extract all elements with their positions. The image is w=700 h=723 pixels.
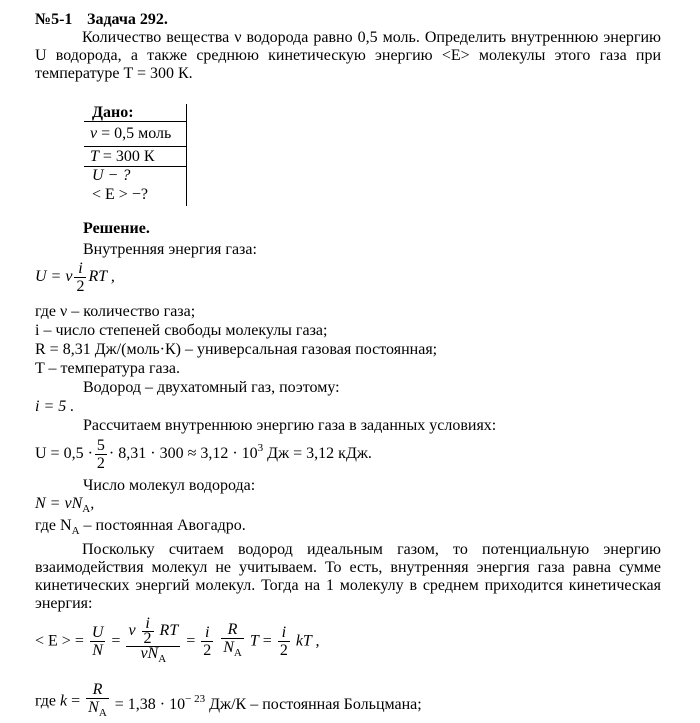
problem-line-2: U водорода, а также среднюю кинетическую энергию <E> молекулы этого газа при	[35, 47, 661, 64]
given-T: T = 300 К	[90, 148, 155, 165]
problem-number: №5-1	[35, 11, 73, 28]
hydrogen-note: Водород – двухатомный газ, поэтому:	[83, 379, 340, 396]
formula-N: $N = \nu N_A$,	[35, 495, 95, 515]
find-U: U − ?	[92, 167, 131, 184]
where-i: i – число степеней свободы молекулы газа;	[35, 322, 328, 339]
given-top-rule	[84, 121, 186, 122]
where-T: T – температура газа.	[35, 360, 181, 377]
solution-intro: Внутренняя энергия газа:	[83, 241, 257, 258]
where-R: R = 8,31 Дж/(моль·К) – универсальная газовая постоянная;	[35, 341, 438, 358]
molecules-intro: Число молекул водорода:	[83, 477, 256, 494]
where-NA: где $N_A$ – постоянная Авогадро.	[35, 517, 246, 537]
para-line-1: Поскольку считаем водород идеальным газом, то потенциальную энергию	[82, 541, 661, 558]
para-line-4: энергия:	[35, 595, 93, 612]
solution-title: Решение.	[83, 220, 150, 237]
i-value: i = 5 .	[35, 398, 75, 415]
given-vertical-rule	[186, 104, 187, 206]
formula-average-energy: < E > = $\frac{U}{N}$ = ν $\frac{i}{2}$ RT $\nu N_A$ = $\frac{i}{2}$ $\frac{R}{N_A}$ T = $\frac{i}{2}$ kT ,	[35, 615, 320, 665]
find-E: < E > −?	[92, 186, 148, 203]
formula-U-calc: U = 0,5 · $\frac{5}{2}$ · $8,31 \cdot 300 \approx 3,12 \cdot 10^3$ Дж = 3,12 кДж.	[35, 437, 372, 472]
problem-line-3: температуре T = 300 К.	[35, 65, 193, 82]
formula-internal-energy: U = ν $\frac{i}{2}$ RT ,	[35, 260, 115, 295]
given-nu: ν = 0,5 моль	[90, 125, 172, 142]
given-title: Дано:	[92, 104, 134, 121]
para-line-3: кинетических энергий молекул. Тогда на 1 молекулу в среднем приходится кинетическая	[35, 577, 661, 594]
problem-line-1: Количество вещества ν водорода равно 0,5 моль. Определить внутреннюю энергию	[82, 29, 661, 46]
para-line-2: взаимодействия молекул не учитываем. То есть, внутренняя энергия газа равна сумме	[35, 559, 661, 576]
calc-intro: Рассчитаем внутреннюю энергию газа в заданных условиях:	[83, 417, 497, 434]
problem-title: Задача 292.	[87, 11, 168, 28]
given-mid-rule	[84, 146, 186, 147]
where-nu: где ν – количество газа;	[35, 303, 196, 320]
formula-boltzmann: где k = $\frac{R}{N_A}$ = $1,38 \cdot 10^{- 23}$ Дж/К – постоянная Больцмана;	[35, 681, 422, 719]
